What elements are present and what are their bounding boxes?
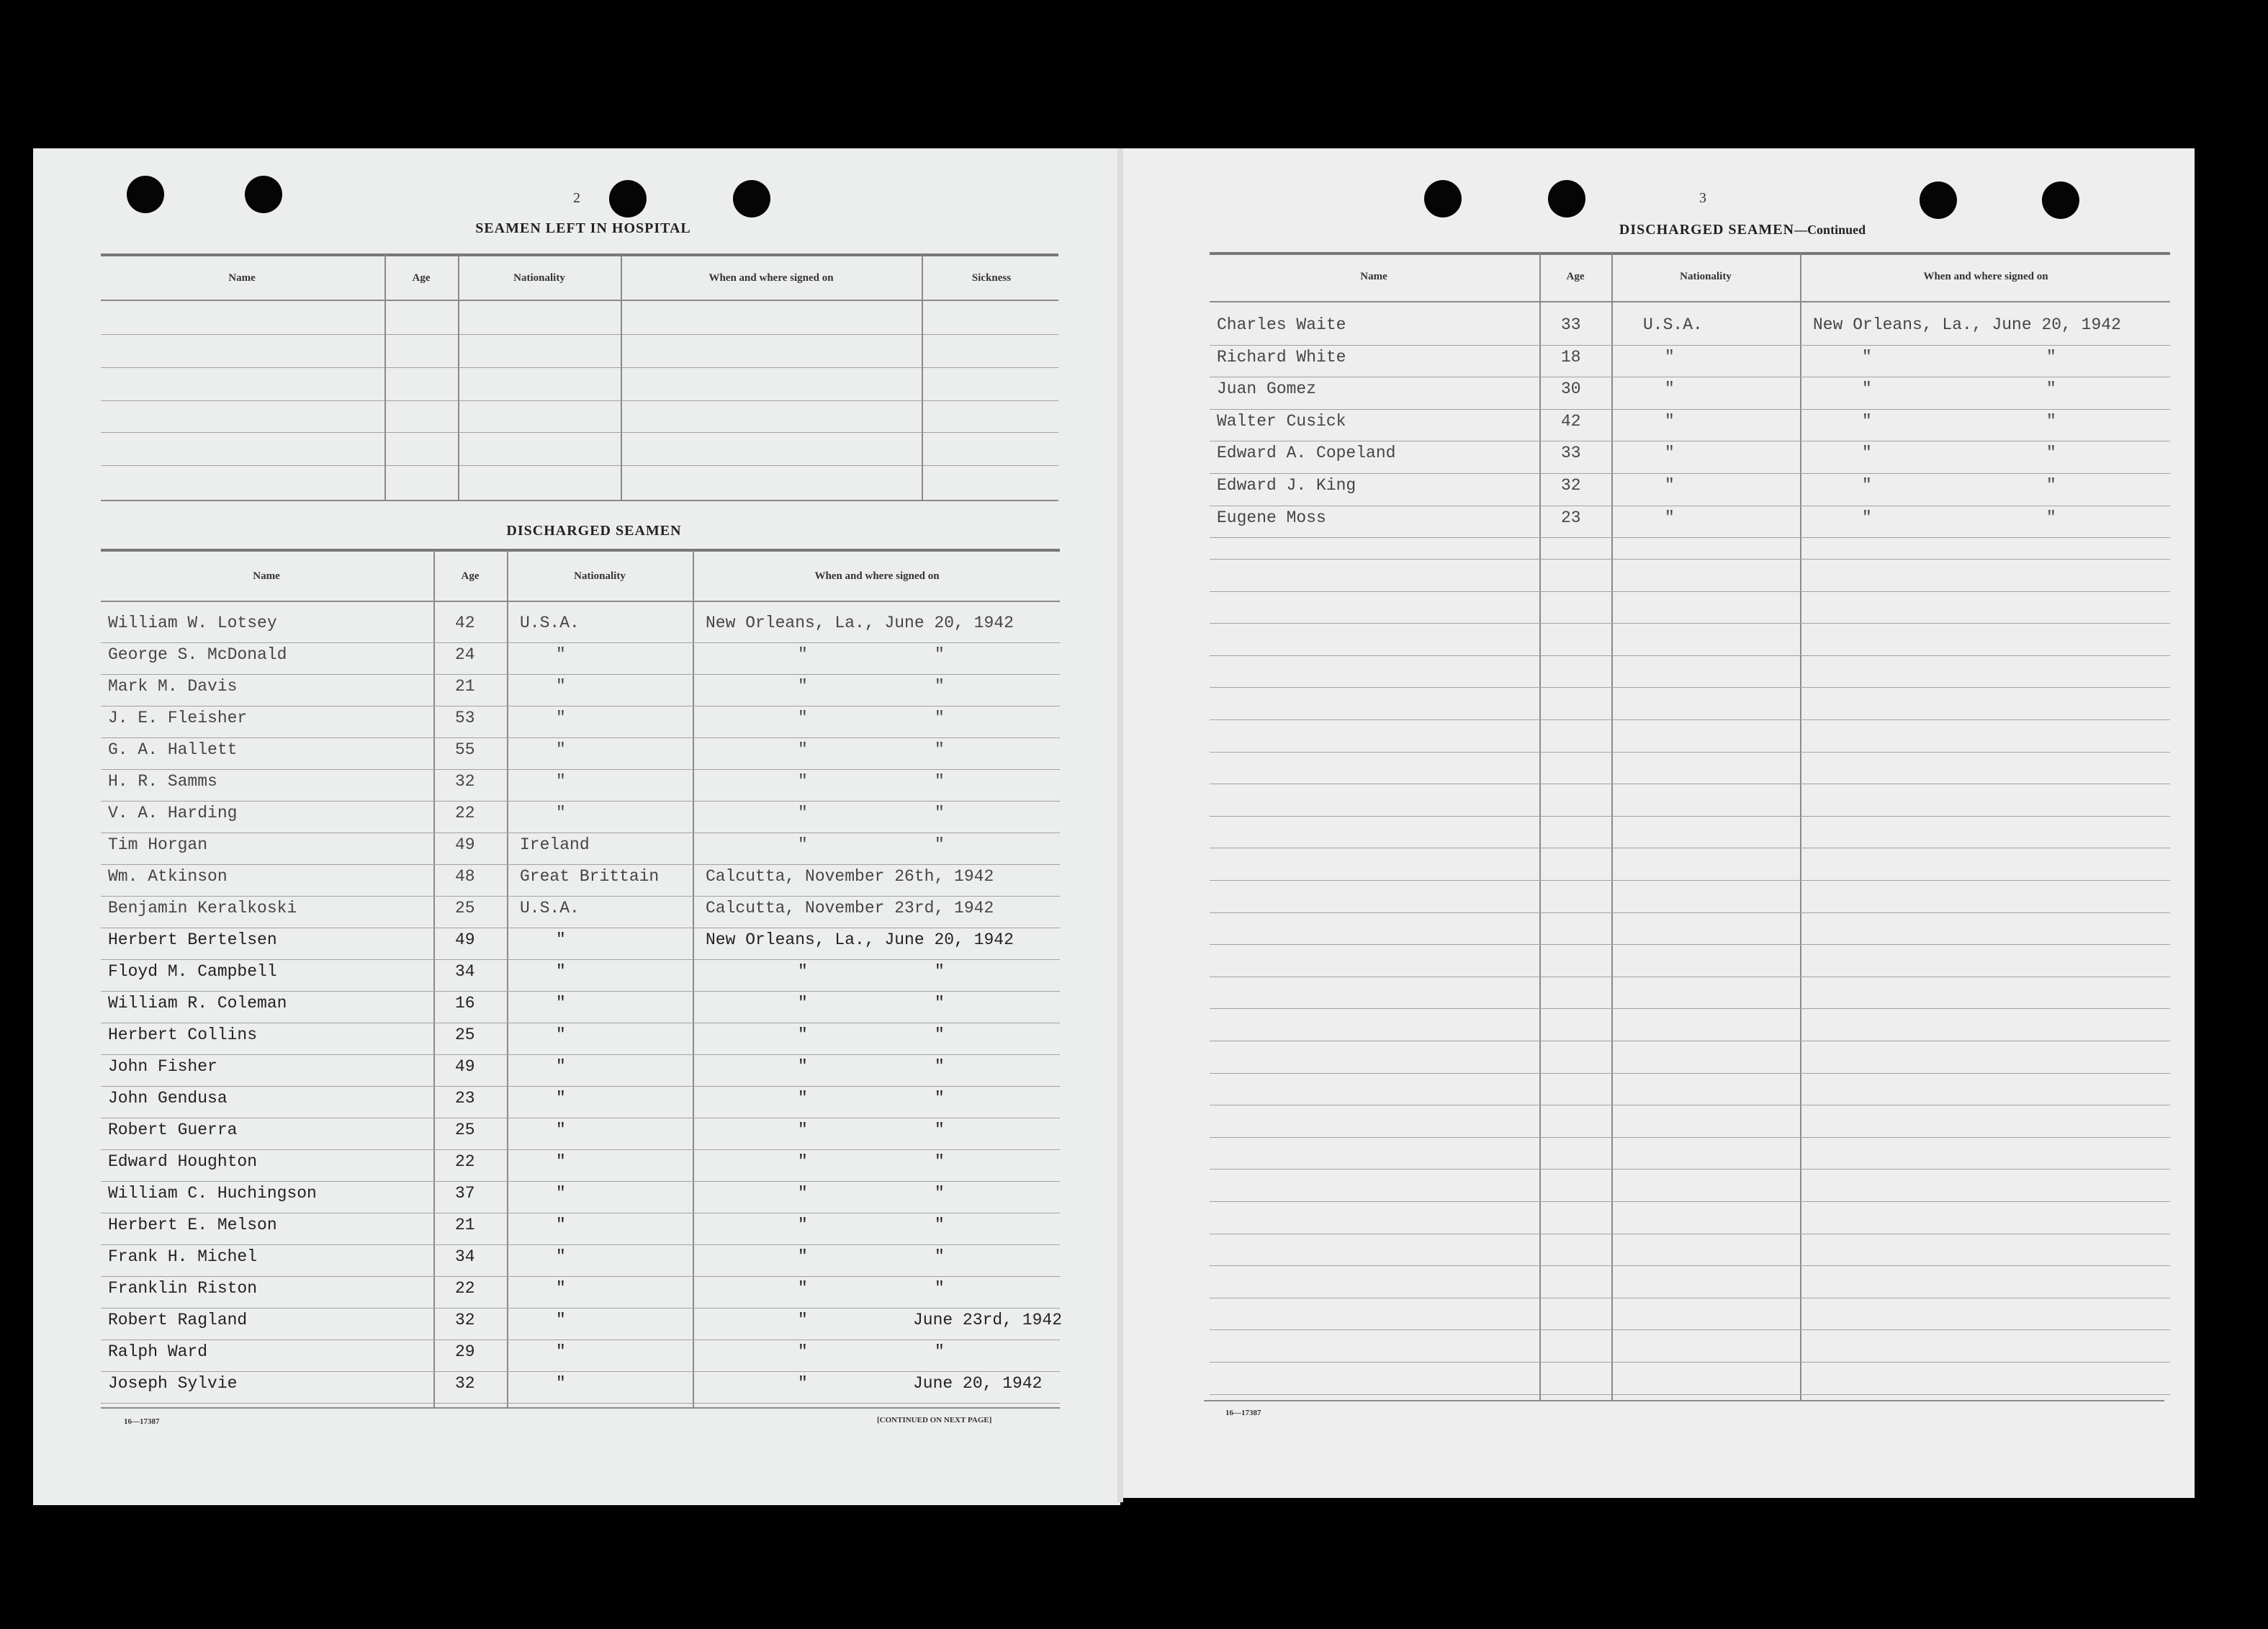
hospital-col-divider (458, 255, 459, 500)
row-rule (101, 896, 1060, 897)
seaman-name: Edward A. Copeland (1217, 444, 1396, 463)
blank-row-rule (1210, 1169, 2170, 1170)
seaman-name: Edward Houghton (108, 1152, 258, 1171)
seaman-nationality: " (1665, 411, 1675, 431)
seaman-nationality: " (556, 1057, 566, 1076)
seaman-signed-on: New Orleans, La., June 20, 1942 (1813, 315, 2121, 334)
seaman-age: 48 (455, 867, 475, 886)
seaman-nationality: " (556, 1121, 566, 1139)
seaman-signed-on-date: " (935, 962, 945, 981)
seaman-name: Robert Guerra (108, 1121, 238, 1139)
hospital-row-rule (101, 334, 1058, 335)
seaman-nationality: " (556, 709, 566, 727)
seaman-signed-on: " (798, 835, 808, 854)
seaman-age: 21 (455, 1216, 475, 1234)
seaman-name: John Gendusa (108, 1089, 228, 1108)
title-suffix: —Continued (1794, 223, 1866, 237)
continued-col-age: Age (1566, 271, 1585, 282)
hospital-row-rule (101, 432, 1058, 433)
seaman-signed-on: " (798, 1184, 808, 1203)
seaman-signed-on-date: " (935, 1152, 945, 1171)
seaman-nationality: " (556, 962, 566, 981)
binder-hole (733, 180, 770, 217)
seaman-name: Herbert E. Melson (108, 1216, 277, 1234)
discharged-col-divider (433, 550, 435, 1407)
seaman-age: 49 (455, 835, 475, 854)
seaman-age: 25 (455, 899, 475, 917)
seaman-signed-on: New Orleans, La., June 20, 1942 (706, 930, 1014, 949)
seaman-signed-on: " (798, 1279, 808, 1298)
seaman-signed-on-date: " (2046, 444, 2056, 463)
discharged-table-top-rule (101, 549, 1060, 552)
seaman-signed-on-date: " (935, 1279, 945, 1298)
seaman-age: 21 (455, 677, 475, 696)
row-rule (101, 1371, 1060, 1372)
seaman-nationality: " (556, 1184, 566, 1203)
hospital-col-sickness: Sickness (971, 272, 1012, 284)
seaman-age: 23 (1561, 508, 1581, 527)
row-rule (101, 642, 1060, 643)
hospital-table-bottom-rule (101, 500, 1058, 501)
seaman-signed-on: " (798, 804, 808, 822)
seaman-signed-on: " (1862, 476, 1872, 495)
seaman-age: 49 (455, 1057, 475, 1076)
seaman-age: 49 (455, 930, 475, 949)
seaman-name: H. R. Samms (108, 772, 217, 791)
seaman-nationality: " (556, 772, 566, 791)
hospital-row-rule (101, 400, 1058, 401)
seaman-name: Herbert Collins (108, 1026, 258, 1044)
seaman-name: J. E. Fleisher (108, 709, 248, 727)
discharged-col-divider (507, 550, 508, 1407)
seaman-name: Robert Ragland (108, 1311, 248, 1329)
seaman-name: Tim Horgan (108, 835, 208, 854)
seaman-name: Walter Cusick (1217, 411, 1346, 431)
seaman-name: V. A. Harding (108, 804, 238, 822)
seaman-nationality: " (1665, 347, 1675, 367)
left-page (33, 148, 1120, 1505)
binder-hole (245, 176, 282, 213)
seaman-signed-on-date: " (935, 1216, 945, 1234)
seaman-nationality: " (556, 645, 566, 664)
seaman-signed-on: New Orleans, La., June 20, 1942 (706, 614, 1014, 632)
page-number: 2 (573, 190, 580, 206)
seaman-signed-on-date: " (2046, 380, 2056, 399)
continued-table-top-rule (1210, 252, 2170, 255)
seaman-signed-on-date: " (935, 835, 945, 854)
binder-hole (2042, 181, 2079, 219)
row-rule (101, 769, 1060, 770)
seaman-signed-on: " (1862, 508, 1872, 527)
page-gutter (1117, 148, 1123, 1502)
row-rule (101, 1244, 1060, 1245)
discharged-continued-title (1512, 222, 1973, 238)
seaman-age: 18 (1561, 347, 1581, 367)
seaman-signed-on-date: " (935, 1247, 945, 1266)
hospital-col-divider (384, 255, 386, 500)
seaman-name: Herbert Bertelsen (108, 930, 277, 949)
binder-hole (1548, 180, 1585, 217)
seaman-signed-on-date: " (935, 740, 945, 759)
hospital-col-name: Name (228, 272, 256, 284)
seaman-name: Edward J. King (1217, 476, 1356, 495)
blank-row-rule (1210, 1394, 2170, 1395)
seaman-signed-on-date: " (935, 1026, 945, 1044)
seaman-nationality: " (556, 740, 566, 759)
seaman-signed-on: " (798, 1152, 808, 1171)
seaman-signed-on-date: " (935, 709, 945, 727)
seaman-signed-on: " (798, 1026, 808, 1044)
seaman-name: Eugene Moss (1217, 508, 1326, 527)
blank-row-rule (1210, 1008, 2170, 1009)
seaman-name: William R. Coleman (108, 994, 287, 1013)
row-rule (101, 1054, 1060, 1055)
seaman-nationality: " (556, 677, 566, 696)
seaman-name: Richard White (1217, 347, 1346, 367)
seaman-age: 37 (455, 1184, 475, 1203)
blank-row-rule (1210, 1362, 2170, 1363)
seaman-nationality: " (556, 930, 566, 949)
seaman-signed-on: " (798, 962, 808, 981)
seaman-name: George S. McDonald (108, 645, 287, 664)
seaman-signed-on: " (1862, 444, 1872, 463)
row-rule (101, 864, 1060, 865)
seaman-age: 22 (455, 1152, 475, 1171)
seaman-nationality: " (1665, 508, 1675, 527)
seaman-name: Wm. Atkinson (108, 867, 228, 886)
seaman-signed-on-date: " (935, 645, 945, 664)
page-number: 3 (1699, 190, 1706, 206)
seaman-name: Benjamin Keralkoski (108, 899, 297, 917)
seaman-nationality: " (556, 994, 566, 1013)
seaman-signed-on-date: " (2046, 476, 2056, 495)
seaman-age: 42 (455, 614, 475, 632)
seaman-name: Joseph Sylvie (108, 1374, 238, 1393)
seaman-age: 42 (1561, 411, 1581, 431)
seaman-signed-on: " (1862, 411, 1872, 431)
blank-row-rule (1210, 655, 2170, 656)
seaman-signed-on-date: June 20, 1942 (913, 1374, 1043, 1393)
seaman-signed-on: " (798, 1311, 808, 1329)
seaman-age: 29 (455, 1342, 475, 1361)
hospital-row-rule (101, 367, 1058, 368)
seaman-age: 22 (455, 1279, 475, 1298)
form-number: 16—17387 (1225, 1409, 1261, 1417)
seaman-signed-on-date: June 23rd, 1942 (913, 1311, 1063, 1329)
seaman-age: 16 (455, 994, 475, 1013)
hospital-row-rule (101, 465, 1058, 466)
binder-hole (1920, 181, 1957, 219)
blank-row-rule (1210, 1265, 2170, 1266)
seaman-signed-on: " (798, 1247, 808, 1266)
seaman-nationality: U.S.A. (520, 614, 580, 632)
seaman-signed-on-date: " (2046, 508, 2056, 527)
seaman-nationality: " (556, 1152, 566, 1171)
row-rule (101, 1339, 1060, 1340)
seaman-age: 34 (455, 1247, 475, 1266)
seaman-signed-on: " (798, 1342, 808, 1361)
continued-col-nationality: Nationality (1680, 271, 1732, 282)
seaman-signed-on: " (798, 709, 808, 727)
seaman-signed-on-date: " (935, 1089, 945, 1108)
blank-row-rule (1210, 1073, 2170, 1074)
seaman-signed-on: " (798, 1216, 808, 1234)
seaman-nationality: " (556, 1342, 566, 1361)
seaman-age: 34 (455, 962, 475, 981)
row-rule (101, 801, 1060, 802)
seaman-nationality: " (556, 1374, 566, 1393)
hospital-col-age: Age (412, 272, 431, 284)
discharged-col-nationality: Nationality (574, 570, 626, 582)
seaman-signed-on-date: " (935, 994, 945, 1013)
seaman-name: William C. Huchingson (108, 1184, 317, 1203)
seaman-age: 53 (455, 709, 475, 727)
row-rule (101, 1403, 1060, 1404)
blank-row-rule (1210, 912, 2170, 913)
seaman-signed-on: " (798, 1057, 808, 1076)
blank-row-rule (1210, 880, 2170, 881)
seaman-nationality: " (1665, 476, 1675, 495)
seaman-signed-on: " (798, 740, 808, 759)
seaman-signed-on: Calcutta, November 23rd, 1942 (706, 899, 994, 917)
seaman-age: 22 (455, 804, 475, 822)
seaman-name: Juan Gomez (1217, 380, 1317, 399)
seaman-signed-on-date: " (935, 677, 945, 696)
seaman-nationality: U.S.A. (1643, 315, 1703, 334)
seaman-age: 33 (1561, 315, 1581, 334)
hospital-col-signed-on: When and where signed on (708, 272, 834, 284)
seaman-name: Charles Waite (1217, 315, 1346, 334)
hospital-section-title: SEAMEN LEFT IN HOSPITAL (475, 220, 691, 236)
seaman-nationality: " (1665, 380, 1675, 399)
continued-table-bottom-rule (1204, 1400, 2164, 1401)
row-rule (101, 991, 1060, 992)
seaman-signed-on: " (798, 677, 808, 696)
binder-hole (609, 180, 647, 217)
continued-col-divider (1800, 253, 1801, 1400)
seaman-age: 25 (455, 1026, 475, 1044)
blank-row-rule (1210, 559, 2170, 560)
discharged-col-signed-on: When and where signed on (814, 570, 940, 582)
seaman-age: 30 (1561, 380, 1581, 399)
hospital-col-nationality: Nationality (513, 272, 565, 284)
row-rule (101, 959, 1060, 960)
seaman-signed-on-date: " (935, 1057, 945, 1076)
seaman-nationality: Ireland (520, 835, 590, 854)
seaman-nationality: U.S.A. (520, 899, 580, 917)
seaman-signed-on: " (798, 1089, 808, 1108)
blank-row-rule (1210, 591, 2170, 592)
discharged-table-bottom-rule (101, 1407, 1060, 1409)
row-rule (101, 1181, 1060, 1182)
seaman-nationality: Great Brittain (520, 867, 660, 886)
seaman-signed-on-date: " (935, 1342, 945, 1361)
seaman-nationality: " (1665, 444, 1675, 463)
seaman-signed-on-date: " (2046, 411, 2056, 431)
seaman-age: 24 (455, 645, 475, 664)
continued-col-name: Name (1360, 271, 1387, 282)
continued-header-rule (1210, 301, 2170, 302)
seaman-nationality: " (556, 1247, 566, 1266)
discharged-col-age: Age (461, 570, 480, 582)
seaman-nationality: " (556, 1311, 566, 1329)
seaman-signed-on: " (1862, 347, 1872, 367)
binder-hole (1424, 180, 1462, 217)
seaman-age: 32 (1561, 476, 1581, 495)
hospital-header-rule (101, 300, 1058, 301)
row-rule (1210, 473, 2170, 474)
blank-row-rule (1210, 944, 2170, 945)
row-rule (101, 737, 1060, 738)
discharged-col-name: Name (253, 570, 280, 582)
title-main: DISCHARGED SEAMEN (1619, 222, 1795, 238)
seaman-name: Ralph Ward (108, 1342, 208, 1361)
seaman-signed-on-date: " (2046, 347, 2056, 367)
seaman-signed-on: " (798, 1121, 808, 1139)
seaman-signed-on-date: " (935, 772, 945, 791)
seaman-signed-on-date: " (935, 1121, 945, 1139)
seaman-age: 32 (455, 772, 475, 791)
continued-col-signed-on: When and where signed on (1923, 271, 2048, 282)
blank-row-rule (1210, 687, 2170, 688)
seaman-age: 32 (455, 1311, 475, 1329)
seaman-signed-on: " (798, 645, 808, 664)
seaman-signed-on-date: " (935, 804, 945, 822)
hospital-table-top-rule (101, 253, 1058, 256)
form-number: 16—17387 (124, 1417, 160, 1426)
seaman-signed-on: " (798, 994, 808, 1013)
row-rule (1210, 409, 2170, 410)
hospital-col-divider (922, 255, 923, 500)
blank-row-rule (1210, 623, 2170, 624)
row-rule (101, 674, 1060, 675)
seaman-age: 23 (455, 1089, 475, 1108)
seaman-signed-on: Calcutta, November 26th, 1942 (706, 867, 994, 886)
blank-row-rule (1210, 1201, 2170, 1202)
row-rule (101, 1276, 1060, 1277)
seaman-signed-on: " (798, 1374, 808, 1393)
seaman-name: Franklin Riston (108, 1279, 258, 1298)
continued-note: [CONTINUED ON NEXT PAGE] (877, 1416, 992, 1424)
row-rule (101, 1086, 1060, 1087)
row-rule (1210, 345, 2170, 346)
row-rule (101, 1308, 1060, 1309)
seaman-signed-on-date: " (935, 1184, 945, 1203)
seaman-name: Floyd M. Campbell (108, 962, 277, 981)
seaman-nationality: " (556, 804, 566, 822)
seaman-age: 32 (455, 1374, 475, 1393)
row-rule (1210, 537, 2170, 538)
seaman-nationality: " (556, 1279, 566, 1298)
continued-col-divider (1611, 253, 1613, 1400)
row-rule (101, 1149, 1060, 1150)
discharged-header-rule (101, 601, 1060, 602)
seaman-age: 55 (455, 740, 475, 759)
seaman-nationality: " (556, 1216, 566, 1234)
binder-hole (127, 176, 164, 213)
blank-row-rule (1210, 752, 2170, 753)
discharged-section-title: DISCHARGED SEAMEN (506, 523, 682, 539)
seaman-name: William W. Lotsey (108, 614, 277, 632)
blank-row-rule (1210, 1137, 2170, 1138)
continued-col-divider (1539, 253, 1541, 1400)
seaman-signed-on: " (798, 772, 808, 791)
blank-row-rule (1210, 816, 2170, 817)
seaman-age: 33 (1561, 444, 1581, 463)
seaman-signed-on: " (1862, 380, 1872, 399)
blank-row-rule (1210, 719, 2170, 720)
discharged-col-divider (693, 550, 694, 1407)
seaman-name: Mark M. Davis (108, 677, 238, 696)
seaman-name: G. A. Hallett (108, 740, 238, 759)
blank-row-rule (1210, 1329, 2170, 1330)
seaman-nationality: " (556, 1026, 566, 1044)
seaman-name: Frank H. Michel (108, 1247, 258, 1266)
seaman-age: 25 (455, 1121, 475, 1139)
seaman-name: John Fisher (108, 1057, 217, 1076)
seaman-nationality: " (556, 1089, 566, 1108)
hospital-col-divider (621, 255, 622, 500)
